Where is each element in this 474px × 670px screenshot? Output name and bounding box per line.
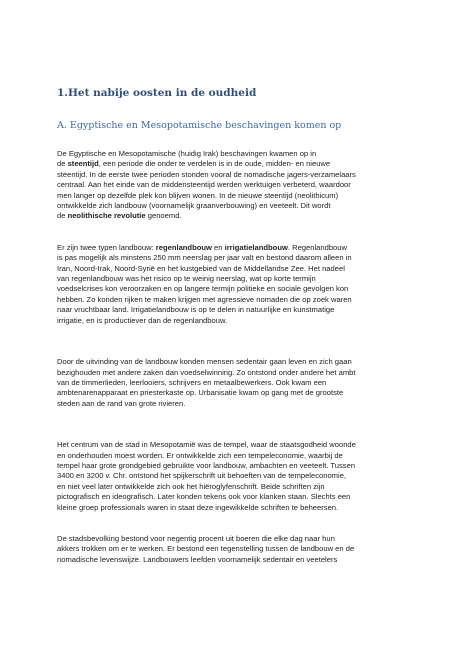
document-content [57,86,419,565]
text-line: bezighouden met andere zaken dan voedselwinning. Zo ontstond onder andere het ambt [57,367,356,377]
text-line: 3400 en 3200 v. Chr. ontstond het spijkerschrift uit behoeften van de tempeleconomie, [57,471,347,481]
paragraph-5 [57,534,419,565]
bold-term: steentijd [67,159,99,169]
text-line: De Egyptische en Mesopotamische (huidig Irak) beschavingen kwamen op in [57,149,317,158]
text-line: Door de uitvinding van de landbouw konden mensen sedentair gaan leven en zich gaan [57,357,352,367]
text-line: irrigatie, en is productiever dan de regenlandbouw. [57,315,228,325]
paragraph-2 [57,243,419,326]
text-line: kleine groep professionals waren in staat deze ingewikkelde schriften te beheersen. [57,502,339,512]
text-line: men langer op dezelfde plek kon blijven wonen. In de nieuwe steentijd (neolithicum) [57,190,339,200]
text-line: ambtenarenapparaat en priesterkaste op. Urbanisatie kwam op gang met de grootste [57,388,344,398]
text-line: Het centrum van de stad in Mesopotamië was de tempel, waar de staatsgodheid woonde [57,440,356,450]
paragraph-4 [57,440,419,513]
text-line: de steentijd, een periode die onder te verdelen is in de oude, midden- en nieuwe [57,159,331,169]
text-line: is pas mogelijk als minstens 250 mm neerslag per jaar valt en bestond daarom alleen in [57,253,352,263]
text-line: steden aan de rand van grote rivieren. [57,398,186,408]
text-line: en niet veel later ontwikkelde zich ook het hiëroglyfenschrift. Beide schriften zijn [57,481,325,491]
text-line: steentijd. In de eerste twee perioden stonden vooral de nomadische jagers-verzamelaars [57,169,356,179]
text-line: De stadsbevolking bestond voor negentig procent uit boeren die elke dag naar hun [57,533,335,543]
text-line: Er zijn twee typen landbouw: regenlandbouw en irrigatielandbouw. Regenlandbouw [57,242,347,252]
text-line: centraal. Aan het einde van de middensteentijd werden werktuigen verbeterd, waardoor [57,180,351,190]
bold-term: regenlandbouw [155,242,212,252]
chapter-heading: 1.Het nabije oosten in de oudheid [57,87,257,99]
bold-term: neolithische revolutie [67,211,146,221]
text-line: hebben. Zo konden rijken te maken krijgen met agressieve nomaden die op zoek waren [57,294,352,304]
text-line: Iran, Noord-Irak, Noord-Syrië en het kustgebied van de Middellandse Zee. Het nadeel [57,263,345,273]
paragraph-3 [57,357,419,409]
text-line: tempel haar grote grondgebied gebruikte voor landbouw, ambachten en veeteelt. Tussen [57,460,356,470]
text-line: ontwikkelde zich landbouw (voornamelijk graanverbouwing) en veeteelt. Dit wordt [57,201,331,211]
text-line: naar vruchtbaar land. Irrigatielandbouw is op te delen in natuurlijke en kunstmatige [57,305,335,315]
text-line: pictografisch en ideografisch. Later konden tekens ook voor klanken staan. Slechts een [57,492,351,502]
text-line: en onderhouden moest worden. Er ontwikkelde zich een tempeleconomie, waarbij de [57,450,343,460]
bold-term: irrigatielandbouw [224,242,288,252]
text-line: voedselcrises kon veroorzaken en op langere termijn politieke en sociale gevolgen kon [57,284,349,294]
paragraph-1 [57,149,419,222]
text-line: akkers trokken om er te werken. Er bestond een tegenstelling tussen de landbouw en de [57,544,355,554]
text-line: van regenlandbouw was het risico op te weinig neerslag, wat op korte termijn [57,274,316,284]
section-heading: A. Egyptische en Mesopotamische beschavingen komen op [57,120,342,131]
text-line: van de timmerlieden, leerlooiers, schrijvers en metaalbewerkers. Ook kwam een [57,377,327,387]
text-line: nomadische levenswijze. Landbouwers leefden voornamelijk sedentair en veetelers [57,554,338,564]
text-line: de neolithische revolutie genoemd. [57,211,182,221]
